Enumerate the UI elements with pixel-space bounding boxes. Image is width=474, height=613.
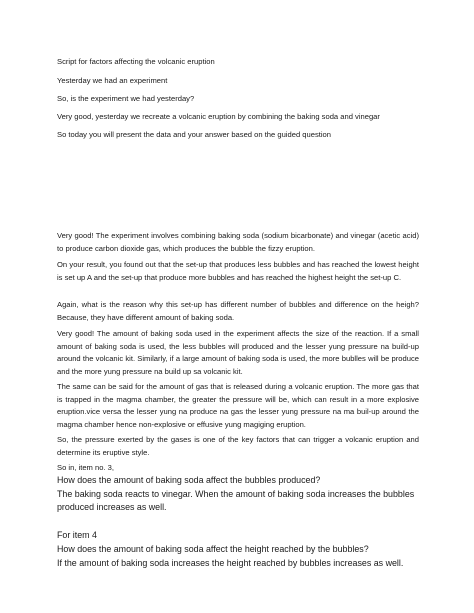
body-paragraph: On your result, you found out that the set-up that produces less bubbles and has reached the lowest height is set up A and the set-up that produce more bubbles and has reached the highest height the set-up C. xyxy=(57,260,419,282)
item-3-question: How does the amount of baking soda affect the bubbles produced? xyxy=(57,475,321,485)
item-4-label: For item 4 xyxy=(57,530,97,540)
body-paragraph: The same can be said for the amount of gas that is released during a volcanic eruption. The more gas that is trapped in the magma chamber, the greater the pressure will be, which can result in a more explosive eruption.vice versa the lesser yung na produce na gas the lesser yung pressure na ma buil-up around the magma chamber hence non-explosive or effusive yung magiging eruption. xyxy=(57,382,419,429)
item-4-answer: If the amount of baking soda increases the height reached by bubbles increases as well. xyxy=(57,558,404,568)
item-3-answer: The baking soda reacts to vinegar. When the amount of baking soda increases the bubbles produced increases as well. xyxy=(57,489,415,513)
body-paragraph: Again, what is the reason why this set-up has different number of bubbles and difference on the heigh? Because, they have different amount of baking soda. xyxy=(57,300,419,322)
item-3-label: So in, item no. 3, xyxy=(57,463,114,472)
body-paragraph: Very good! The amount of baking soda used in the experiment affects the size of the reaction. If a small amount of baking soda is used, the less bubbles will produced and the lesser yung pressure na build-up around the volcanic kit. Similarly, if a large amount of baking soda is used, the more bublles will be produce and the more yung pressure na build up sa volcanic kit. xyxy=(57,329,419,376)
body-paragraph: So, the pressure exerted by the gases is one of the key factors that can trigger a volcanic eruption and determine its eruptive style. xyxy=(57,435,419,457)
body-paragraph: Very good! The experiment involves combining baking soda (sodium bicarbonate) and vinegar (acetic acid) to produce carbon dioxide gas, which produces the bubble the fizzy eruption. xyxy=(57,231,419,253)
intro-line: So today you will present the data and your answer based on the guided question xyxy=(57,130,331,139)
intro-line: So, is the experiment we had yesterday? xyxy=(57,94,195,103)
intro-line: Very good, yesterday we recreate a volcanic eruption by combining the baking soda and vinegar xyxy=(57,112,380,121)
intro-line: Yesterday we had an experiment xyxy=(57,76,168,85)
script-title: Script for factors affecting the volcanic eruption xyxy=(57,57,215,66)
item-4-question: How does the amount of baking soda affect the height reached by the bubbles? xyxy=(57,544,369,554)
